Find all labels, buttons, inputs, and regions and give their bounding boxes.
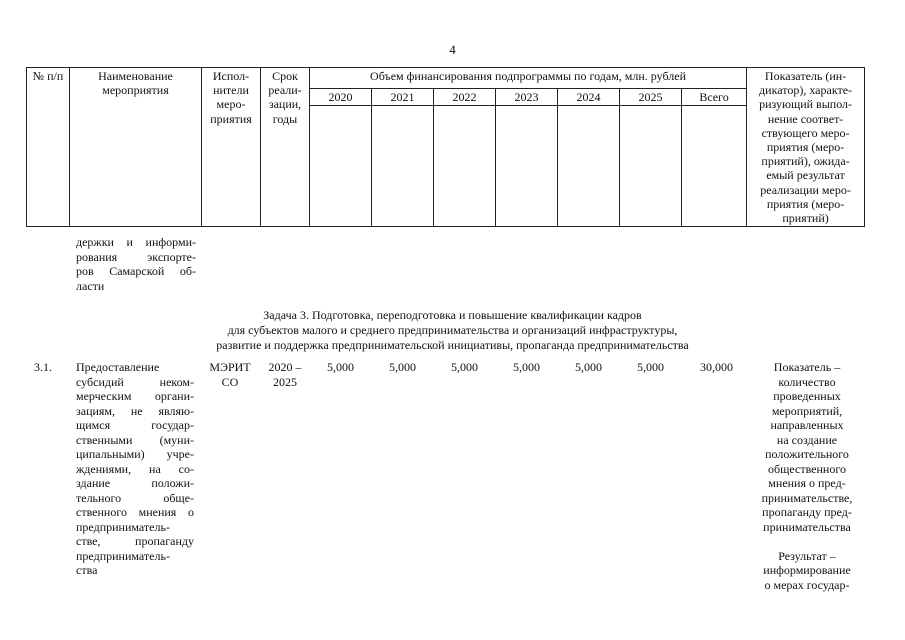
- task-line: для субъектов малого и среднего предпринимательства и организаций инфраструктуры,: [227, 323, 678, 337]
- name-line: предприниматель-: [76, 548, 170, 563]
- name-line: тельного обще-: [76, 490, 194, 505]
- indicator-line: проведенных: [773, 389, 841, 403]
- name-line: стве, пропаганду: [76, 534, 194, 548]
- indicator-line: мероприятий,: [771, 403, 843, 418]
- header-blank: [496, 106, 558, 227]
- year-2024: 2024: [558, 89, 620, 106]
- continuation-text: [76, 235, 196, 293]
- name-line: предприниматель-: [76, 519, 170, 534]
- indicator-line: принимательстве,: [761, 490, 853, 505]
- name-line: ства: [76, 563, 98, 577]
- value-2023: 5,000: [513, 360, 540, 374]
- name-line: зациям, не являю-: [76, 403, 194, 418]
- header-executors: Испол-нители меро-приятия: [202, 68, 261, 227]
- row-executor: [204, 360, 256, 389]
- task-line: развитие и поддержка предпринимательской инициативы, пропаганда предпринимательства: [216, 338, 689, 352]
- indicator-line: пропаганду пред-: [762, 505, 852, 519]
- header-table: [26, 67, 865, 227]
- page-number: 4: [449, 42, 456, 57]
- name-line: Предоставление: [76, 360, 160, 374]
- header-blank: [682, 106, 747, 227]
- name-line: ждениями, на со-: [76, 461, 194, 476]
- executor-line: СО: [221, 374, 239, 389]
- year-2023: 2023: [496, 89, 558, 106]
- value-2025: 5,000: [637, 360, 664, 374]
- value-total: 30,000: [700, 360, 733, 374]
- task-heading: [0, 308, 905, 353]
- value-2022: 5,000: [451, 360, 478, 374]
- indicator-line: направленных: [770, 418, 844, 432]
- name-line: субсидий неком-: [76, 374, 194, 389]
- header-blank: [372, 106, 434, 227]
- name-line: ственными (муни-: [76, 432, 194, 447]
- year-2020: 2020: [310, 89, 372, 106]
- name-line: мерческим органи-: [76, 389, 194, 403]
- term-line: 2025: [273, 374, 297, 389]
- name-line: ственного мнения о: [76, 505, 194, 519]
- text-line: ласти: [76, 278, 105, 293]
- indicator-gap: [748, 534, 866, 549]
- task-line: Задача 3. Подготовка, переподготовка и повышение квалификации кадров: [263, 308, 642, 322]
- name-line: ципальными) учре-: [76, 447, 194, 461]
- header-num: № п/п: [27, 68, 70, 227]
- executor-line: МЭРИТ: [209, 360, 251, 374]
- row-name: [76, 360, 194, 578]
- name-line: здание положи-: [76, 476, 194, 490]
- indicator-line: принимательства: [763, 519, 851, 534]
- indicator-line: положительного: [765, 447, 849, 461]
- year-2025: 2025: [620, 89, 682, 106]
- text-line: держки и информи-: [76, 235, 196, 249]
- row-number: 3.1.: [34, 360, 52, 374]
- row-indicator: [748, 360, 866, 592]
- header-blank: [434, 106, 496, 227]
- name-line: щимся государ-: [76, 418, 194, 432]
- indicator-line: о мерах государ-: [764, 577, 850, 592]
- indicator-line: информирование: [763, 563, 851, 577]
- indicator-line: Показатель –: [773, 360, 841, 374]
- text-line: рования экспорте-: [76, 249, 196, 264]
- indicator-line: на создание: [776, 432, 838, 447]
- value-2020: 5,000: [327, 360, 354, 374]
- year-2021: 2021: [372, 89, 434, 106]
- header-blank: [310, 106, 372, 227]
- value-2024: 5,000: [575, 360, 602, 374]
- indicator-line: мнения о пред-: [768, 476, 846, 490]
- header-blank: [558, 106, 620, 227]
- indicator-line: Результат –: [778, 548, 836, 563]
- year-total: Всего: [682, 89, 747, 106]
- indicator-line: общественного: [768, 461, 846, 476]
- header-indicator: Показатель (ин-дикатор), характе-ризующий выпол-нение соответ-ствующего меро-приятия (меро-приятий), ожида-емый результат реализации меро-приятия (меро-приятий): [747, 68, 865, 227]
- header-term: Срок реали-зации, годы: [261, 68, 310, 227]
- year-2022: 2022: [434, 89, 496, 106]
- header-blank: [620, 106, 682, 227]
- text-line: ров Самарской об-: [76, 264, 196, 278]
- term-line: 2020 –: [268, 360, 302, 374]
- header-name: Наименование мероприятия: [70, 68, 202, 227]
- indicator-line: количество: [778, 374, 836, 389]
- header-financing: Объем финансирования подпрограммы по годам, млн. рублей: [310, 68, 747, 89]
- value-2021: 5,000: [389, 360, 416, 374]
